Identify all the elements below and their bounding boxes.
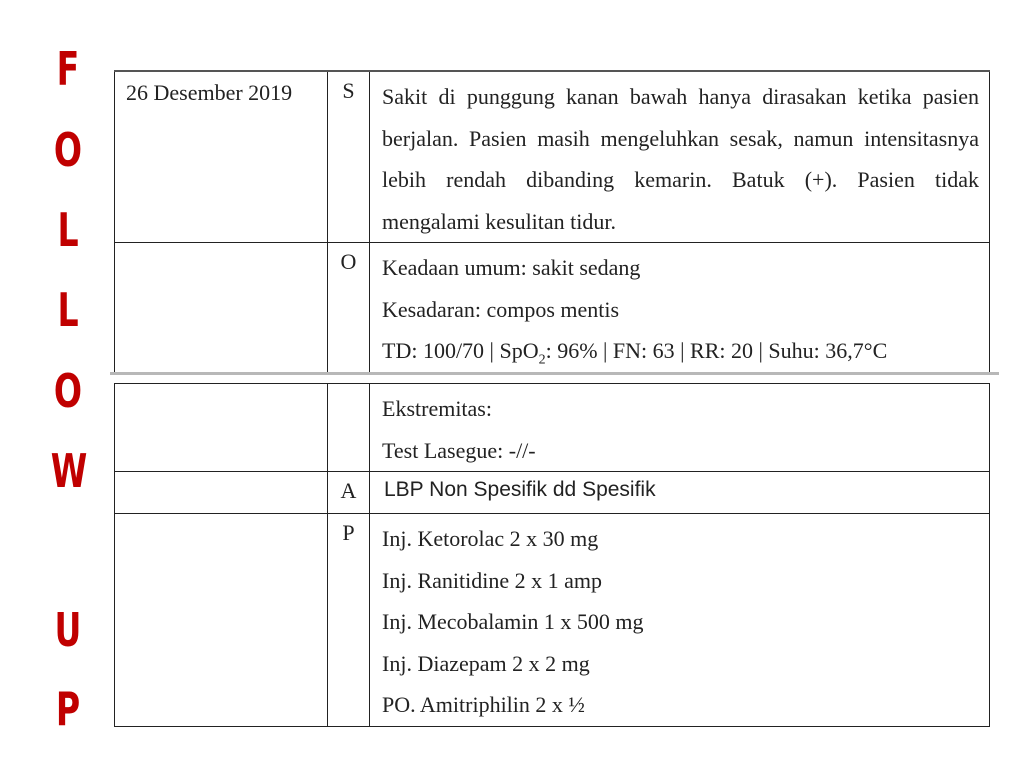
page-break-divider	[110, 372, 999, 375]
assessment-text: LBP Non Spesifik dd Spesifik	[384, 478, 656, 501]
objective-cont-cell	[370, 384, 990, 472]
plan-item: PO. Amitriphilin 2 x ½	[382, 692, 585, 717]
soap-code-p: P	[328, 514, 370, 727]
test-lasegue: Test Lasegue: -//-	[382, 437, 536, 463]
code-cell-empty	[328, 384, 370, 472]
table-row-objective-cont	[115, 384, 990, 472]
soap-table-bottom	[114, 383, 990, 727]
plan-item: Inj. Diazepam 2 x 2 mg	[382, 650, 590, 676]
title-letter: U	[54, 603, 82, 657]
ekstremitas: Ekstremitas:	[382, 396, 492, 421]
date-cell: 26 Desember 2019	[115, 71, 328, 243]
table-row-assessment	[115, 472, 990, 514]
table-row-plan	[115, 514, 990, 727]
subjective-text: Sakit di punggung kanan bawah hanya dirasakan ketika pasien berjalan. Pasien masih mengeluhkan sesak, namun intensitasnya lebih rendah dibanding kemarin. Batuk (+). Pasien tidak mengalami kesulitan tidur.	[382, 84, 979, 234]
table-row-subjective	[115, 71, 990, 243]
date-cell-empty	[115, 472, 328, 514]
soap-code-a: A	[328, 472, 370, 514]
spo2-subscript: 2	[538, 352, 546, 368]
date-cell-empty	[115, 514, 328, 727]
plan-item: Inj. Mecobalamin 1 x 500 mg	[382, 609, 644, 634]
vital-td-spo: TD: 100/70 | SpO	[382, 338, 539, 363]
date-cell-empty	[115, 243, 328, 373]
table-row-objective	[115, 243, 990, 373]
title-letter: O	[53, 364, 83, 418]
soap-code-o: O	[328, 243, 370, 373]
vital-rest: : 96% | FN: 63 | RR: 20 | Suhu: 36,7°C	[545, 338, 888, 363]
subjective-cell	[370, 71, 990, 243]
kesadaran: Kesadaran: compos mentis	[382, 296, 620, 322]
title-letter: L	[57, 203, 79, 257]
title-letter: F	[56, 42, 80, 96]
title-letter: W	[50, 444, 88, 498]
assessment-cell	[370, 472, 990, 514]
follow-up-vertical-title	[44, 0, 92, 768]
soap-code-s: S	[328, 71, 370, 243]
title-letter: P	[55, 682, 81, 736]
date-cell-empty	[115, 384, 328, 472]
title-letter: L	[57, 283, 79, 337]
plan-cell	[370, 514, 990, 727]
vital-signs	[382, 330, 979, 372]
soap-table-top	[114, 70, 990, 373]
title-letter: O	[53, 123, 83, 177]
objective-cell	[370, 243, 990, 373]
keadaan-umum: Keadaan umum: sakit sedang	[382, 255, 641, 280]
plan-item: Inj. Ranitidine 2 x 1 amp	[382, 567, 602, 593]
plan-item: Inj. Ketorolac 2 x 30 mg	[382, 526, 599, 551]
